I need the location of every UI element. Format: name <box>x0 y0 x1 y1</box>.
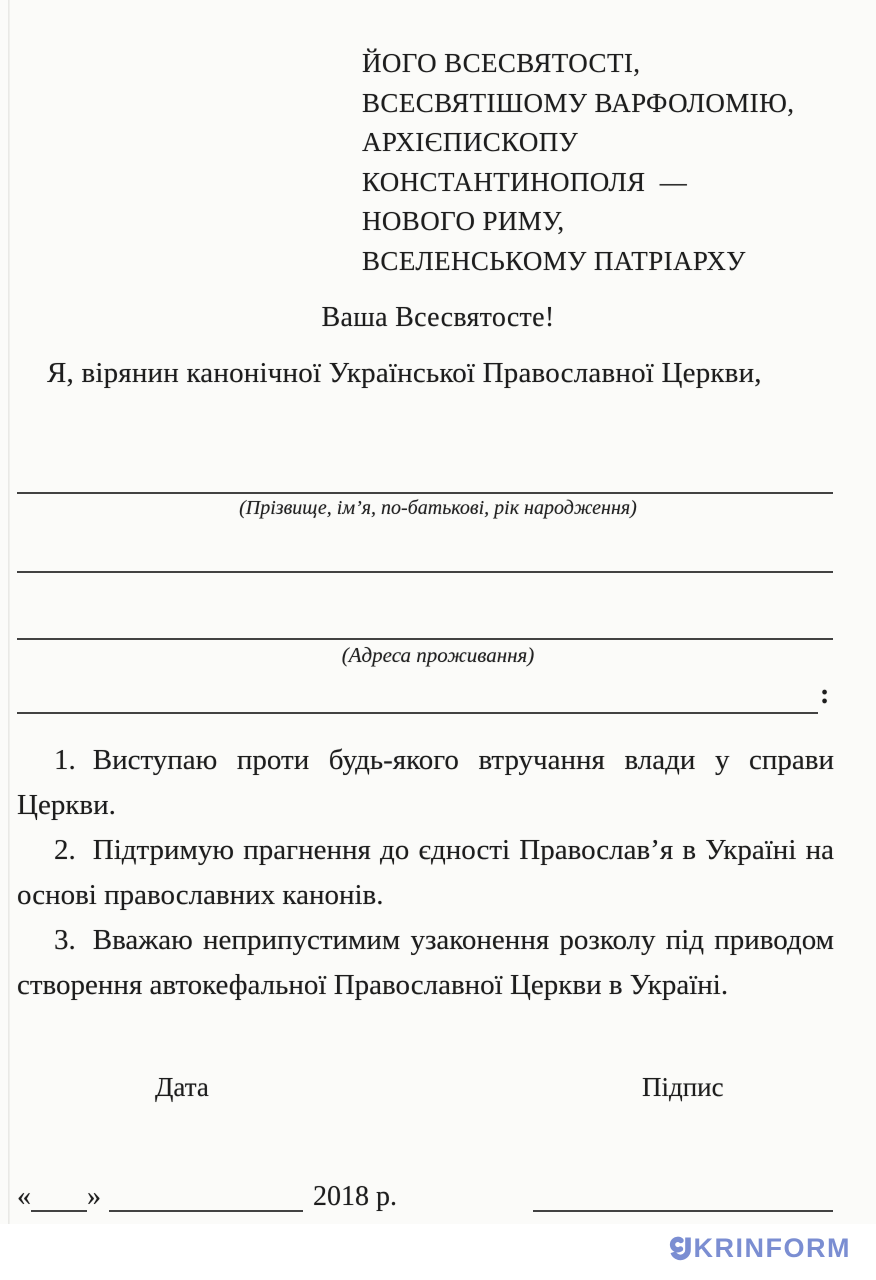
address-field-line <box>17 638 833 640</box>
day-blank-field <box>31 1186 87 1212</box>
intro-line: Я, вірянин канонічної Української Православної Церкви, <box>47 357 762 389</box>
statement-item <box>17 828 834 918</box>
ukrinform-logo-u-icon <box>668 1235 694 1262</box>
statement-number: 3. <box>54 924 76 956</box>
statement-item <box>17 918 834 1008</box>
statements-list <box>17 738 834 1008</box>
addressee-block <box>362 44 794 281</box>
ukrinform-logo <box>668 1233 851 1264</box>
addressee-line: АРХІЄПИСКОПУ <box>362 127 579 157</box>
statement-number: 1. <box>54 744 76 776</box>
ukrinform-logo-text: KRINFORM <box>693 1233 851 1263</box>
salutation: Ваша Всесвятосте! <box>321 302 555 333</box>
month-blank-field <box>109 1186 303 1212</box>
date-footer <box>17 1180 397 1214</box>
addressee-line: НОВОГО РИМУ, <box>362 206 565 236</box>
open-quote: « <box>17 1181 31 1212</box>
scan-edge-artifact <box>8 0 10 1224</box>
signature-line <box>533 1210 833 1212</box>
statement-intro-line <box>17 712 818 714</box>
statement-text: Вважаю неприпустимим узаконення розколу під приводом створення автокефальної Православної Церкви в Україні. <box>17 924 834 1001</box>
blank-field-line <box>17 571 833 573</box>
statement-text: Виступаю проти будь-якого втручання влади у справи Церкви. <box>17 744 834 821</box>
statement-number: 2. <box>54 834 76 866</box>
statement-text: Підтримую прагнення до єдності Православ’я в Україні на основі православних канонів. <box>17 834 834 911</box>
addressee-line: ВСЕСВЯТІШОМУ ВАРФОЛОМІЮ, <box>362 87 795 118</box>
colon-mark: : <box>820 679 830 710</box>
name-field-caption: (Прізвище, ім’я, по-батькові, рік народження) <box>239 497 637 519</box>
date-label: Дата <box>155 1072 209 1102</box>
statement-item <box>17 738 834 828</box>
addressee-line: ВСЕЛЕНСЬКОМУ ПАТРІАРХУ <box>362 245 746 276</box>
addressee-line: ЙОГО ВСЕСВЯТОСТІ, <box>362 48 641 78</box>
close-quote: » <box>87 1181 101 1212</box>
year-text: 2018 р. <box>313 1181 397 1212</box>
signature-label: Підпис <box>642 1072 724 1102</box>
addressee-line: КОНСТАНТИНОПОЛЯ — <box>362 166 688 197</box>
address-field-caption: (Адреса проживання) <box>341 643 535 667</box>
name-field-line <box>17 492 833 494</box>
